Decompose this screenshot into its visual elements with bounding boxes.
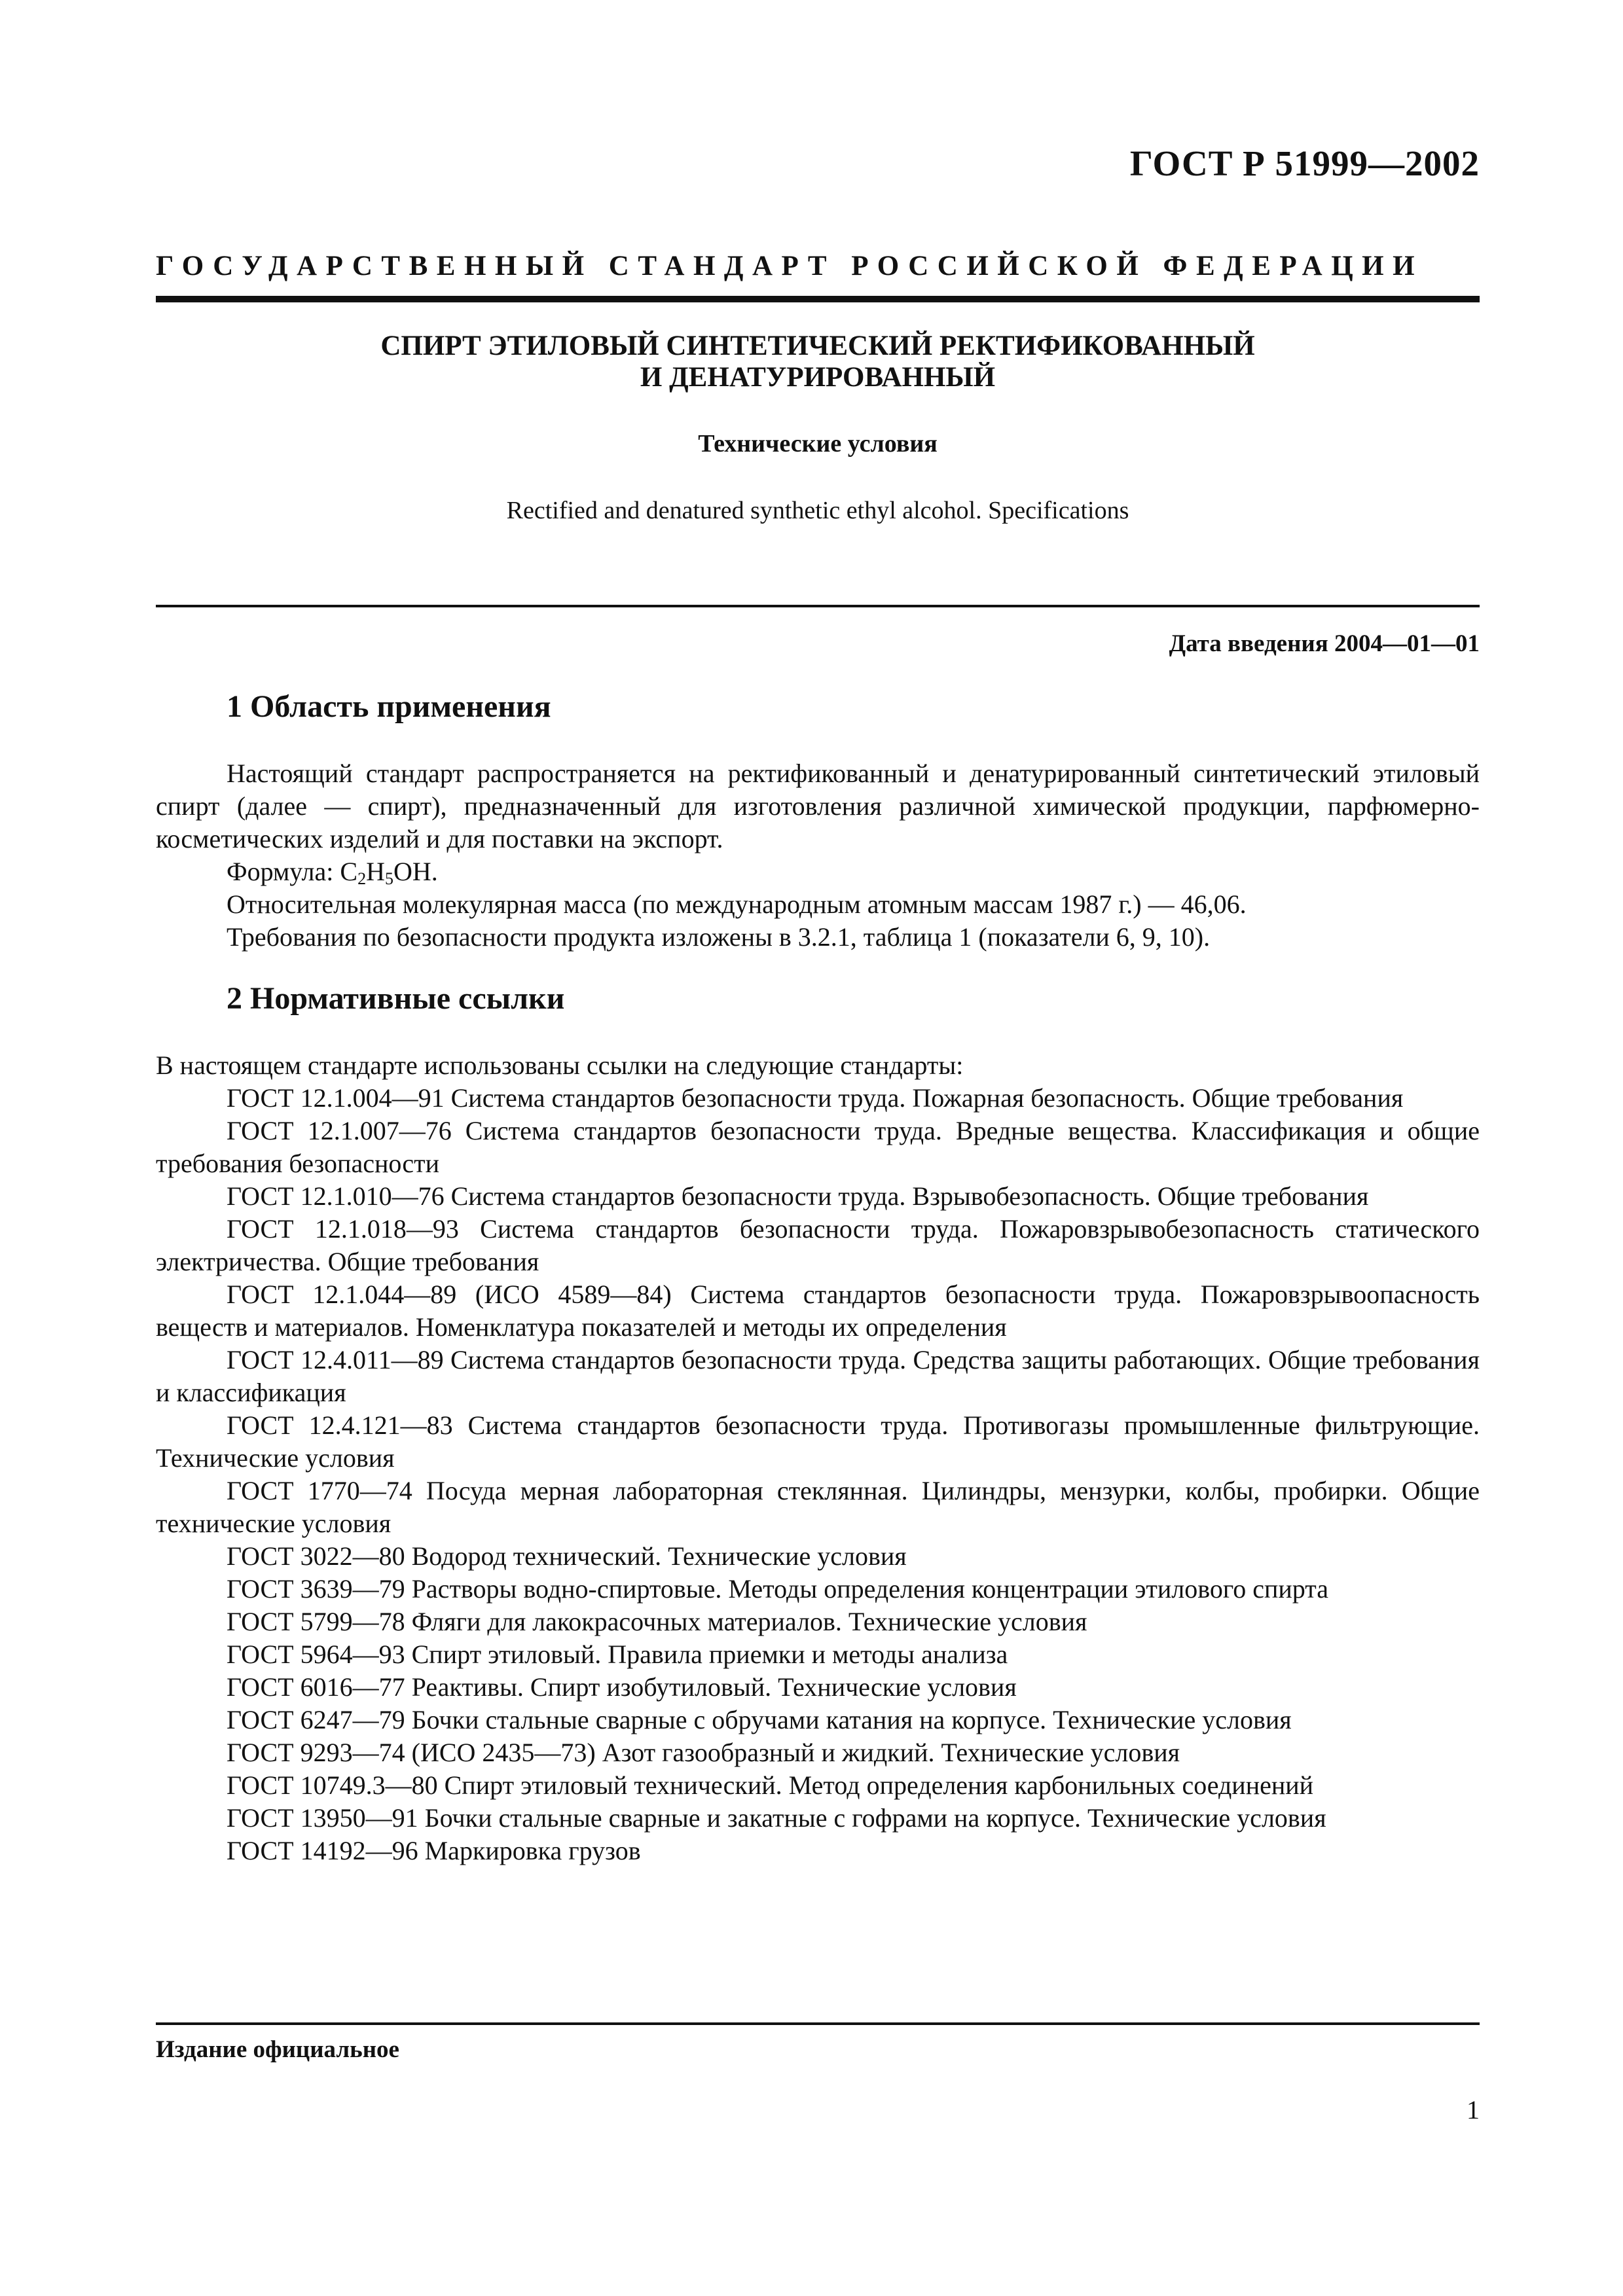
title-rule xyxy=(156,605,1480,607)
section1-heading: 1 Область применения xyxy=(227,689,551,724)
header-rule xyxy=(156,296,1480,302)
reference-item: ГОСТ 12.1.004—91 Система стандартов безопасности труда. Пожарная безопасность. Общие требования xyxy=(227,1083,1404,1113)
scope-paragraph: Настоящий стандарт распространяется на ректификованный и денатурированный синтетический этиловый спирт (далее — спирт), предназначенный для изготовления различной химической продукции, парфюмерно-косметических изделий и для поставки на экспорт. xyxy=(156,759,1480,853)
footer-rule xyxy=(156,2022,1480,2025)
reference-item: ГОСТ 12.4.121—83 Система стандартов безопасности труда. Противогазы промышленные фильтрующие. Технические условия xyxy=(156,1410,1480,1473)
reference-item: ГОСТ 5964—93 Спирт этиловый. Правила приемки и методы анализа xyxy=(227,1640,1008,1669)
reference-item: ГОСТ 3022—80 Водород технический. Технические условия xyxy=(227,1541,907,1571)
formula-label: Формула: C xyxy=(227,857,358,886)
reference-item: ГОСТ 12.1.007—76 Система стандартов безопасности труда. Вредные вещества. Классификация и общие требования безопасности xyxy=(156,1116,1480,1178)
references-intro: В настоящем стандарте использованы ссылки на следующие стандарты: xyxy=(156,1050,964,1080)
formula-end: OH. xyxy=(393,857,438,886)
introduction-date: Дата введения 2004—01—01 xyxy=(1169,630,1480,657)
state-standard-title: ГОСУДАРСТВЕННЫЙ СТАНДАРТ РОССИЙСКОЙ ФЕДЕРАЦИИ xyxy=(156,251,1424,281)
standard-title xyxy=(156,331,1480,393)
standard-title-line2: И ДЕНАТУРИРОВАННЫЙ xyxy=(640,362,996,393)
reference-item: ГОСТ 14192—96 Маркировка грузов xyxy=(227,1836,641,1865)
reference-item: ГОСТ 5799—78 Фляги для лакокрасочных материалов. Технические условия xyxy=(227,1607,1087,1636)
reference-item: ГОСТ 12.1.044—89 (ИСО 4589—84) Система стандартов безопасности труда. Пожаровзрывоопасность веществ и материалов. Номенклатура показателей и методы их определения xyxy=(156,1280,1480,1342)
reference-item: ГОСТ 6247—79 Бочки стальные сварные с обручами катания на корпусе. Технические условия xyxy=(227,1705,1292,1734)
reference-item: ГОСТ 13950—91 Бочки стальные сварные и закатные с гофрами на корпусе. Технические условия xyxy=(227,1803,1326,1833)
reference-item: ГОСТ 12.1.018—93 Система стандартов безопасности труда. Пожаровзрывобезопасность статического электричества. Общие требования xyxy=(156,1214,1480,1276)
page-number: 1 xyxy=(1467,2095,1480,2125)
section2-heading: 2 Нормативные ссылки xyxy=(227,981,565,1016)
formula-mid: H xyxy=(366,857,385,886)
reference-item: ГОСТ 10749.3—80 Спирт этиловый технический. Метод определения карбонильных соединений xyxy=(227,1770,1314,1800)
official-edition-label: Издание официальное xyxy=(156,2036,399,2063)
reference-item: ГОСТ 9293—74 (ИСО 2435—73) Азот газообразный и жидкий. Технические условия xyxy=(227,1738,1180,1767)
safety-requirements: Требования по безопасности продукта изложены в 3.2.1, таблица 1 (показатели 6, 9, 10). xyxy=(227,922,1211,952)
formula-subscript-1: 2 xyxy=(357,869,367,888)
reference-item: ГОСТ 12.4.011—89 Система стандартов безопасности труда. Средства защиты работающих. Общие требования и классификация xyxy=(156,1345,1480,1407)
document-code: ГОСТ Р 51999—2002 xyxy=(1129,143,1480,183)
molecular-mass: Относительная молекулярная масса (по международным атомным массам 1987 г.) — 46,06. xyxy=(227,889,1247,919)
standard-title-line1: СПИРТ ЭТИЛОВЫЙ СИНТЕТИЧЕСКИЙ РЕКТИФИКОВАННЫЙ xyxy=(380,331,1255,361)
formula-subscript-2: 5 xyxy=(384,869,393,888)
reference-item: ГОСТ 6016—77 Реактивы. Спирт изобутиловый. Технические условия xyxy=(227,1672,1017,1702)
english-title: Rectified and denatured synthetic ethyl alcohol. Specifications xyxy=(506,497,1129,524)
standard-subtitle: Технические условия xyxy=(698,430,938,457)
section1-body xyxy=(156,757,1480,954)
reference-item: ГОСТ 1770—74 Посуда мерная лабораторная стеклянная. Цилиндры, мензурки, колбы, пробирки. Общие технические условия xyxy=(156,1476,1480,1538)
section2-body xyxy=(156,1049,1480,1867)
reference-item: ГОСТ 12.1.010—76 Система стандартов безопасности труда. Взрывобезопасность. Общие требования xyxy=(227,1181,1369,1211)
reference-item: ГОСТ 3639—79 Растворы водно-спиртовые. Методы определения концентрации этилового спирта xyxy=(227,1574,1328,1604)
formula-line xyxy=(156,855,1480,888)
